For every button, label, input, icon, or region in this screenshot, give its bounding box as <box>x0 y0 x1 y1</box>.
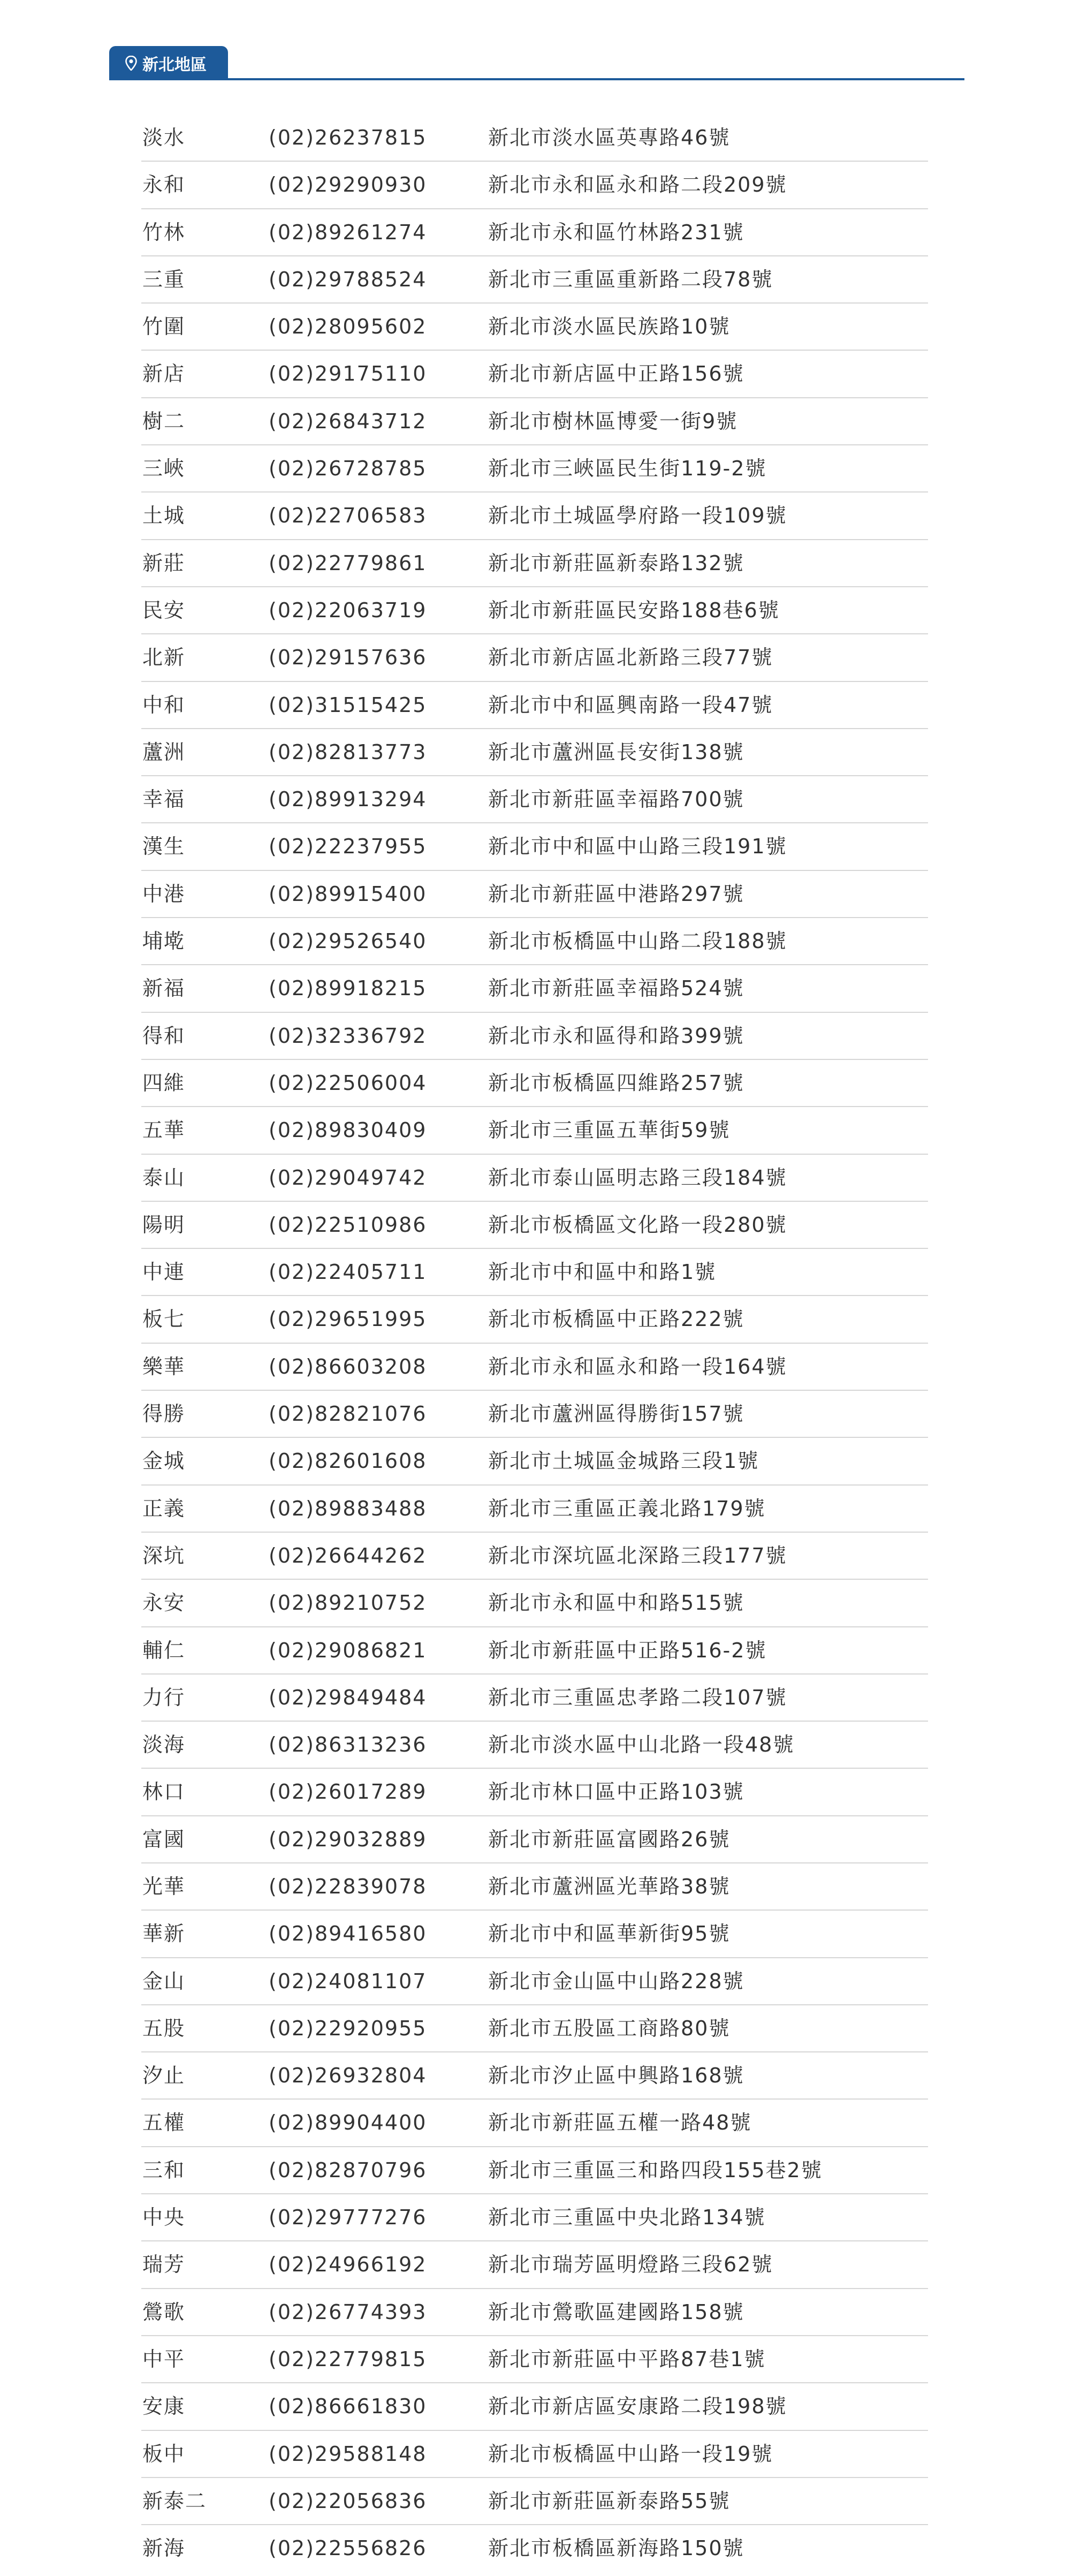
branch-address: 新北市深坑區北深路三段177號 <box>488 1543 787 1567</box>
branch-address: 新北市中和區中山路三段191號 <box>488 835 787 859</box>
branch-name: 中和 <box>142 693 186 717</box>
branch-name: 蘆洲 <box>142 740 186 764</box>
branch-row <box>141 871 928 918</box>
branch-address: 新北市永和區竹林路231號 <box>488 220 744 244</box>
branch-row <box>141 965 928 1012</box>
branch-phone[interactable]: (02)89913294 <box>269 787 427 812</box>
branch-address: 新北市五股區工商路80號 <box>488 2016 731 2040</box>
branch-row <box>141 2478 928 2525</box>
branch-name: 土城 <box>142 504 186 528</box>
branch-row <box>141 2100 928 2147</box>
branch-phone[interactable]: (02)26843712 <box>269 409 427 433</box>
branch-address: 新北市新莊區五權一路48號 <box>488 2111 752 2135</box>
branch-name: 板七 <box>142 1307 186 1331</box>
branch-row <box>141 587 928 634</box>
branch-row <box>141 162 928 209</box>
branch-phone[interactable]: (02)29086821 <box>269 1638 427 1662</box>
branch-name: 五權 <box>142 2111 186 2135</box>
branch-row <box>141 1391 928 1438</box>
branch-name: 中央 <box>142 2206 186 2230</box>
branch-row <box>141 1627 928 1675</box>
branch-address: 新北市三峽區民生街119-2號 <box>488 457 767 481</box>
branch-row <box>141 1533 928 1580</box>
branch-phone[interactable]: (02)29849484 <box>269 1685 427 1709</box>
branch-name: 民安 <box>142 598 186 622</box>
branch-name: 新福 <box>142 976 186 1001</box>
branch-name: 安康 <box>142 2395 186 2419</box>
branch-name: 北新 <box>142 646 186 670</box>
branch-phone[interactable]: (02)26237815 <box>269 126 427 149</box>
branch-address: 新北市中和區華新街95號 <box>488 1922 731 1946</box>
branch-address: 新北市新莊區中平路87巷1號 <box>488 2347 766 2371</box>
branch-row <box>141 2525 928 2572</box>
branch-address: 新北市瑞芳區明燈路三段62號 <box>488 2253 773 2277</box>
branch-row <box>141 1816 928 1863</box>
branch-name: 新店 <box>142 362 186 386</box>
branch-row <box>141 1155 928 1202</box>
branch-phone[interactable]: (02)29032889 <box>269 1827 427 1851</box>
branch-row <box>141 2241 928 2289</box>
branch-row <box>141 256 928 304</box>
branch-address: 新北市永和區中和路515號 <box>488 1591 744 1615</box>
branch-row <box>141 304 928 351</box>
branch-row <box>141 2147 928 2194</box>
branch-name: 新海 <box>142 2536 186 2560</box>
branch-address: 新北市新莊區新泰路55號 <box>488 2489 731 2513</box>
branch-phone[interactable]: (02)82821076 <box>269 1402 427 1426</box>
branch-row <box>141 1580 928 1627</box>
region-header <box>109 44 964 80</box>
branch-address: 新北市板橋區中山路二段188號 <box>488 929 787 953</box>
branch-address: 新北市新莊區中港路297號 <box>488 882 744 906</box>
branch-address: 新北市樹林區博愛一街9號 <box>488 409 738 433</box>
branch-name: 富國 <box>142 1827 186 1851</box>
branch-row <box>141 2431 928 2478</box>
branch-phone[interactable]: (02)22779861 <box>269 551 427 575</box>
branch-name: 得和 <box>142 1024 186 1048</box>
branch-address: 新北市三重區三和路四段155巷2號 <box>488 2158 823 2182</box>
branch-row <box>141 1013 928 1060</box>
branch-name: 華新 <box>142 1922 186 1946</box>
branch-phone[interactable]: (02)29588148 <box>269 2442 427 2466</box>
branch-phone[interactable]: (02)22556826 <box>269 2536 427 2560</box>
branch-address: 新北市汐止區中興路168號 <box>488 2064 744 2088</box>
branch-address: 新北市板橋區中正路222號 <box>488 1307 744 1331</box>
branch-name: 鶯歌 <box>142 2300 186 2324</box>
branch-name: 五華 <box>142 1118 186 1142</box>
branch-name: 樹二 <box>142 409 186 433</box>
branch-name: 漢生 <box>142 835 186 859</box>
branch-phone[interactable]: (02)22839078 <box>269 1874 427 1898</box>
branch-phone[interactable]: (02)89261274 <box>269 220 427 244</box>
branch-name: 光華 <box>142 1874 186 1898</box>
branch-address: 新北市三重區正義北路179號 <box>488 1496 766 1520</box>
branch-name: 深坑 <box>142 1543 186 1567</box>
branch-row <box>141 1107 928 1154</box>
branch-row <box>141 398 928 445</box>
branch-phone[interactable]: (02)29175110 <box>269 362 427 386</box>
branch-phone[interactable]: (02)86661830 <box>269 2395 427 2419</box>
branch-address: 新北市永和區永和路一段164號 <box>488 1354 787 1378</box>
branch-name: 淡海 <box>142 1733 186 1757</box>
branch-row <box>141 115 928 162</box>
branch-phone[interactable]: (02)89210752 <box>269 1591 427 1615</box>
branch-row <box>141 729 928 776</box>
branch-phone[interactable]: (02)22779815 <box>269 2347 427 2371</box>
branch-row <box>141 351 928 398</box>
branch-name: 輔仁 <box>142 1638 186 1662</box>
branch-name: 竹圍 <box>142 315 186 339</box>
branch-phone[interactable]: (02)29651995 <box>269 1307 427 1331</box>
region-label: 新北地區 <box>142 56 207 74</box>
branch-phone[interactable]: (02)26774393 <box>269 2300 427 2324</box>
branch-row <box>141 2005 928 2052</box>
branch-name: 幸福 <box>142 787 186 812</box>
branch-address: 新北市新莊區幸福路700號 <box>488 787 744 812</box>
branch-row <box>141 1344 928 1391</box>
branch-name: 泰山 <box>142 1165 186 1189</box>
branch-address: 新北市新店區中正路156號 <box>488 362 744 386</box>
branch-phone[interactable]: (02)22920955 <box>269 2016 427 2040</box>
map-pin-icon <box>125 56 137 71</box>
branch-phone[interactable]: (02)29526540 <box>269 929 427 953</box>
branch-row <box>141 1958 928 2005</box>
branch-name: 力行 <box>142 1685 186 1709</box>
branch-row <box>141 1486 928 1533</box>
branch-phone[interactable]: (02)89918215 <box>269 976 427 1001</box>
branch-name: 得勝 <box>142 1402 186 1426</box>
branch-address: 新北市新莊區新泰路132號 <box>488 551 744 575</box>
branch-row <box>141 823 928 870</box>
branch-name: 金城 <box>142 1449 186 1473</box>
branch-phone[interactable]: (02)29157636 <box>269 646 427 670</box>
branch-row <box>141 1769 928 1816</box>
branch-name: 樂華 <box>142 1354 186 1378</box>
branch-phone[interactable]: (02)82601608 <box>269 1449 427 1473</box>
branch-address: 新北市永和區永和路二段209號 <box>488 173 787 197</box>
branch-address: 新北市淡水區中山北路一段48號 <box>488 1733 795 1757</box>
branch-address: 新北市板橋區四維路257號 <box>488 1071 744 1095</box>
branch-address: 新北市三重區中央北路134號 <box>488 2206 766 2230</box>
branch-row <box>141 2194 928 2241</box>
branch-address: 新北市三重區重新路二段78號 <box>488 267 773 291</box>
branch-phone[interactable]: (02)22056836 <box>269 2489 427 2513</box>
branch-phone[interactable]: (02)28095602 <box>269 315 427 339</box>
branch-address: 新北市板橋區文化路一段280號 <box>488 1213 787 1237</box>
branch-phone[interactable]: (02)86313236 <box>269 1733 427 1757</box>
branch-address: 新北市蘆洲區光華路38號 <box>488 1874 731 1898</box>
branch-name: 新泰二 <box>142 2489 207 2513</box>
branch-phone[interactable]: (02)26017289 <box>269 1780 427 1804</box>
branch-phone[interactable]: (02)24966192 <box>269 2253 427 2277</box>
branch-address: 新北市三重區五華街59號 <box>488 1118 731 1142</box>
branch-name: 五股 <box>142 2016 186 2040</box>
branch-address: 新北市淡水區民族路10號 <box>488 315 731 339</box>
branch-name: 陽明 <box>142 1213 186 1237</box>
branch-address: 新北市蘆洲區長安街138號 <box>488 740 744 764</box>
branch-name: 中平 <box>142 2347 186 2371</box>
branch-name: 中港 <box>142 882 186 906</box>
branch-row <box>141 445 928 493</box>
branch-row <box>141 2052 928 2100</box>
branch-address: 新北市三重區忠孝路二段107號 <box>488 1685 787 1709</box>
branch-name: 板中 <box>142 2442 186 2466</box>
branch-phone[interactable]: (02)22706583 <box>269 504 427 528</box>
branch-address: 新北市土城區學府路一段109號 <box>488 504 787 528</box>
branch-name: 三和 <box>142 2158 186 2182</box>
branch-phone[interactable]: (02)89915400 <box>269 882 427 906</box>
branch-name: 林口 <box>142 1780 186 1804</box>
branch-row <box>141 1722 928 1769</box>
branch-address: 新北市永和區得和路399號 <box>488 1024 744 1048</box>
branch-phone[interactable]: (02)29290930 <box>269 173 427 197</box>
branch-name: 永和 <box>142 173 186 197</box>
branch-address: 新北市泰山區明志路三段184號 <box>488 1165 787 1189</box>
branch-row <box>141 1911 928 1958</box>
branch-address: 新北市鶯歌區建國路158號 <box>488 2300 744 2324</box>
branch-name: 正義 <box>142 1496 186 1520</box>
branch-row <box>141 2336 928 2383</box>
branch-address: 新北市新莊區富國路26號 <box>488 1827 731 1851</box>
branch-phone[interactable]: (02)22510986 <box>269 1213 427 1237</box>
branch-phone[interactable]: (02)22405711 <box>269 1260 427 1284</box>
branch-address: 新北市新莊區民安路188巷6號 <box>488 598 780 622</box>
branch-row <box>141 2383 928 2430</box>
branch-phone[interactable]: (02)22237955 <box>269 835 427 859</box>
branch-name: 中連 <box>142 1260 186 1284</box>
branch-row <box>141 209 928 256</box>
branch-list <box>141 115 928 2572</box>
branch-address: 新北市板橋區中山路一段19號 <box>488 2442 773 2466</box>
branch-address: 新北市板橋區新海路150號 <box>488 2536 744 2560</box>
branch-row <box>141 776 928 823</box>
branch-name: 瑞芳 <box>142 2253 186 2277</box>
branch-address: 新北市新莊區幸福路524號 <box>488 976 744 1001</box>
branch-name: 四維 <box>142 1071 186 1095</box>
branch-row <box>141 1863 928 1911</box>
branch-row <box>141 540 928 587</box>
branch-name: 竹林 <box>142 220 186 244</box>
branch-name: 永安 <box>142 1591 186 1615</box>
branch-phone[interactable]: (02)82870796 <box>269 2158 427 2182</box>
branch-phone[interactable]: (02)86603208 <box>269 1354 427 1378</box>
branch-address: 新北市中和區中和路1號 <box>488 1260 717 1284</box>
branch-name: 淡水 <box>142 126 186 149</box>
branch-phone[interactable]: (02)82813773 <box>269 740 427 764</box>
branch-phone[interactable]: (02)26932804 <box>269 2064 427 2088</box>
branch-name: 埔墘 <box>142 929 186 953</box>
branch-phone[interactable]: (02)24081107 <box>269 1969 427 1993</box>
branch-address: 新北市蘆洲區得勝街157號 <box>488 1402 744 1426</box>
branch-phone[interactable]: (02)29788524 <box>269 267 427 291</box>
branch-phone[interactable]: (02)29777276 <box>269 2206 427 2230</box>
branch-name: 新莊 <box>142 551 186 575</box>
branch-address: 新北市林口區中正路103號 <box>488 1780 744 1804</box>
branch-address: 新北市新店區安康路二段198號 <box>488 2395 787 2419</box>
branch-row <box>141 634 928 681</box>
branch-phone[interactable]: (02)89904400 <box>269 2111 427 2135</box>
branch-address: 新北市新店區北新路三段77號 <box>488 646 773 670</box>
branch-name: 三峽 <box>142 457 186 481</box>
branch-address: 新北市金山區中山路228號 <box>488 1969 744 1993</box>
branch-phone[interactable]: (02)32336792 <box>269 1024 427 1048</box>
branch-row <box>141 918 928 965</box>
branch-row <box>141 2289 928 2336</box>
branch-name: 金山 <box>142 1969 186 1993</box>
branch-phone[interactable]: (02)26728785 <box>269 457 427 481</box>
branch-name: 三重 <box>142 267 186 291</box>
branch-phone[interactable]: (02)89830409 <box>269 1118 427 1142</box>
branch-phone[interactable]: (02)89416580 <box>269 1922 427 1946</box>
region-tab[interactable] <box>109 46 228 80</box>
branch-address: 新北市中和區興南路一段47號 <box>488 693 773 717</box>
branch-row <box>141 493 928 540</box>
branch-row <box>141 1202 928 1249</box>
branch-address: 新北市土城區金城路三段1號 <box>488 1449 759 1473</box>
branch-phone[interactable]: (02)89883488 <box>269 1496 427 1520</box>
branch-address: 新北市新莊區中正路516-2號 <box>488 1638 767 1662</box>
branch-address: 新北市淡水區英專路46號 <box>488 126 731 149</box>
branch-row <box>141 1249 928 1296</box>
branch-row <box>141 1675 928 1722</box>
branch-row <box>141 1438 928 1485</box>
branch-phone[interactable]: (02)22063719 <box>269 598 427 622</box>
branch-phone[interactable]: (02)31515425 <box>269 693 427 717</box>
branch-row <box>141 682 928 729</box>
branch-phone[interactable]: (02)22506004 <box>269 1071 427 1095</box>
branch-name: 汐止 <box>142 2064 186 2088</box>
branch-phone[interactable]: (02)26644262 <box>269 1543 427 1567</box>
branch-row <box>141 1296 928 1343</box>
branch-phone[interactable]: (02)29049742 <box>269 1165 427 1189</box>
branch-row <box>141 1060 928 1107</box>
